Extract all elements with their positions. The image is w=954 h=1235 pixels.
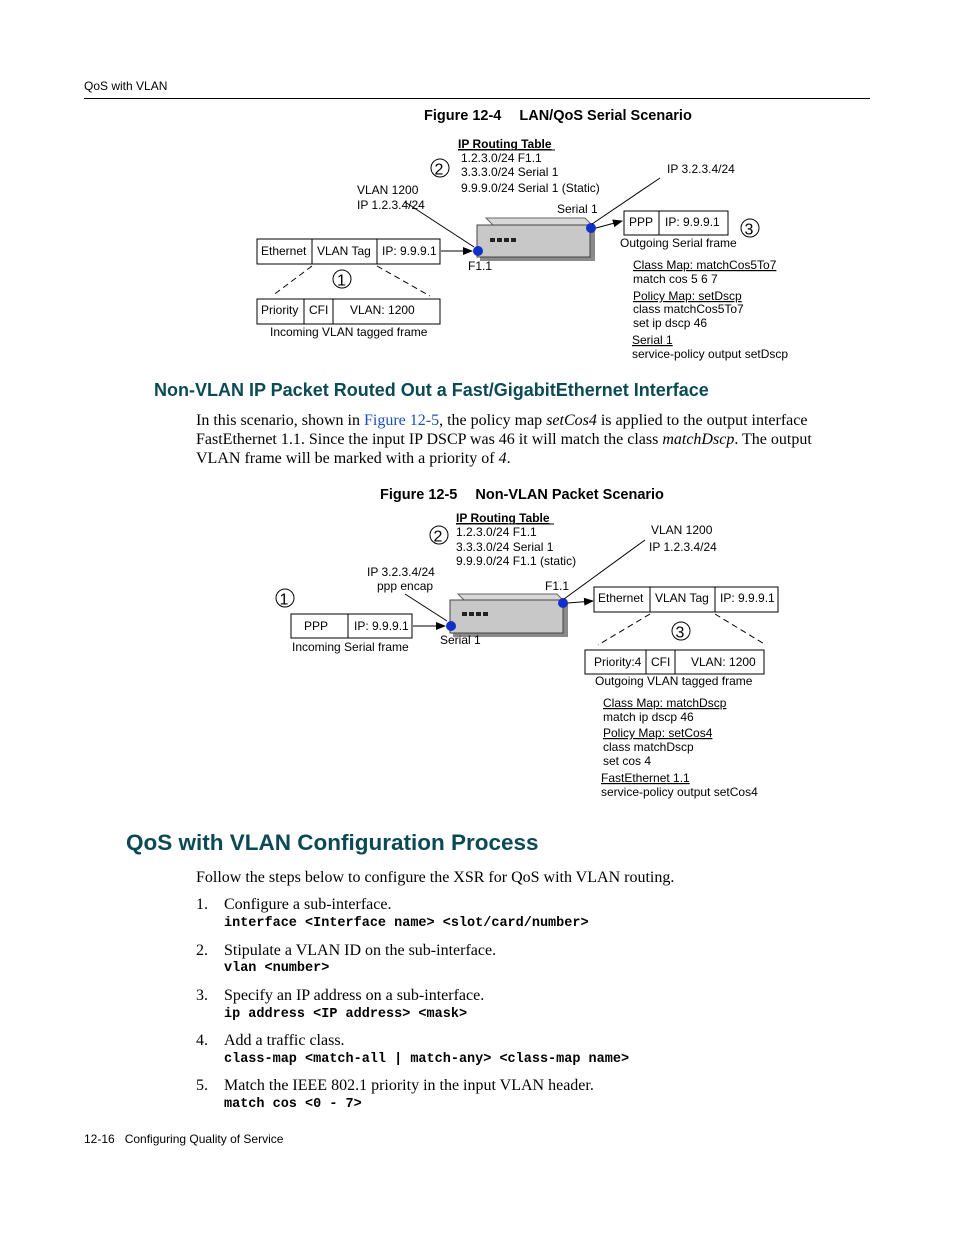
section-heading: Non-VLAN IP Packet Routed Out a Fast/GigabitEthernet Interface [154,380,709,400]
step-text: Add a traffic class. [224,1032,345,1049]
frame-caption: Incoming VLAN tagged frame [270,325,428,339]
running-header: QoS with VLAN [84,79,168,93]
page-footer [84,1132,283,1146]
port-dot-icon [558,598,568,608]
tag-cell: Priority [261,303,299,317]
figure-title: LAN/QoS Serial Scenario [519,108,692,124]
frame-cell: PPP [304,619,329,633]
f-port-label: F1.1 [468,259,493,273]
class-map-line: match ip dscp 46 [603,710,694,724]
step-text: Stipulate a VLAN ID on the sub-interface. [224,942,497,959]
remote-ip-label: IP 3.2.3.4/24 [667,162,735,176]
interface-title: FastEthernet 1.1 [601,771,690,785]
section-heading: QoS with VLAN Configuration Process [126,830,539,855]
text-run: . [506,450,511,467]
footer-title: Configuring Quality of Service [124,1132,284,1146]
class-map-title: Class Map: matchDscp [603,696,727,710]
marker-label: 3 [744,221,754,239]
step-command: vlan <number> [224,961,330,976]
figure-link[interactable]: Figure 12-5 [363,412,440,429]
step-command: match cos <0 - 7> [224,1097,362,1112]
step-text: Match the IEEE 802.1 priority in the input VLAN header. [224,1077,594,1094]
frame-caption: Outgoing Serial frame [620,236,737,250]
routing-row: 3.3.3.0/24 Serial 1 [456,540,554,554]
ip-label: IP 1.2.3.4/24 [649,540,717,554]
emphasis: setCos4 [546,412,597,429]
frame-cell: IP: 9.9.9.1 [354,619,409,633]
tag-cell: VLAN: 1200 [350,303,415,317]
router-icon [450,594,568,637]
frame-cell: VLAN Tag [655,591,709,605]
step-number: 5. [196,1077,208,1094]
routing-table-title: IP Routing Table [456,511,550,525]
emphasis: 4 [498,450,507,467]
vlan-tag-detail [585,650,764,674]
figure-number: Figure 12-4 [424,108,502,124]
policy-map-line: set cos 4 [603,754,652,768]
frame-cell: Ethernet [261,244,307,258]
remote-encap-label: ppp encap [377,579,434,593]
incoming-frame [291,614,412,638]
text-run: is applied to the output interface FastEthernet 1.1. Since the input IP DSCP was 46 it will match the class [196,412,808,448]
intro-paragraph: Follow the steps below to configure the XSR for QoS with VLAN routing. [196,869,675,886]
step-command: ip address <IP address> <mask> [224,1007,468,1022]
interface-title: Serial 1 [632,333,673,347]
ip-label: IP 1.2.3.4/24 [357,198,425,212]
frame-cell: IP: 9.9.9.1 [665,215,720,229]
figure-number: Figure 12-5 [380,487,458,503]
tag-cell: VLAN: 1200 [691,655,756,669]
marker-label: 1 [337,272,346,290]
interface-line: service-policy output setCos4 [601,785,758,799]
tag-cell: CFI [309,303,329,317]
port-dot-icon [446,621,456,631]
text-run: . The output VLAN frame will be marked with a priority of [196,431,812,467]
routing-row: 1.2.3.0/24 F1.1 [456,525,537,539]
emphasis: matchDscp [662,431,735,448]
policy-map-line: class matchCos5To7 [633,302,744,316]
frame-caption: Outgoing VLAN tagged frame [595,674,753,688]
step-number: 3. [196,987,208,1004]
marker-label: 2 [434,161,444,179]
marker-label: 1 [279,591,289,609]
serial-port-label: Serial 1 [557,202,598,216]
vlan-label: VLAN 1200 [357,183,419,197]
marker-label: 2 [433,528,443,546]
frame-cell: IP: 9.9.9.1 [720,591,775,605]
policy-map-line: set ip dscp 46 [633,316,708,330]
tag-cell: Priority:4 [594,655,642,669]
policy-map-title: Policy Map: setDscp [633,289,742,303]
interface-line: service-policy output setDscp [632,347,789,361]
text-run: In this scenario, shown in [196,412,364,429]
frame-cell: Ethernet [598,591,644,605]
remote-ip-label: IP 3.2.3.4/24 [367,565,435,579]
step-number: 2. [196,942,208,959]
expansion-line [598,614,650,645]
frame-cell: PPP [629,215,654,229]
policy-map-title: Policy Map: setCos4 [603,726,713,740]
routing-row: 9.9.9.0/24 F1.1 (static) [456,554,577,568]
marker-label: 3 [675,624,685,642]
step-number: 4. [196,1032,208,1049]
step-text: Specify an IP address on a sub-interface. [224,987,485,1004]
frame-cell: IP: 9.9.9.1 [382,244,437,258]
class-map-line: match cos 5 6 7 [633,272,718,286]
frame-caption: Incoming Serial frame [292,640,409,654]
outgoing-frame [594,587,778,612]
text-run: , the policy map [439,412,547,429]
page-number: 12-16 [84,1132,115,1146]
class-map-title: Class Map: matchCos5To7 [633,258,777,272]
step-command: class-map <match-all | match-any> <class-map name> [224,1052,630,1067]
serial-port-label: Serial 1 [440,633,481,647]
policy-map-line: class matchDscp [603,740,694,754]
frame-cell: VLAN Tag [317,244,371,258]
expansion-line [715,614,766,645]
step-number: 1. [196,896,208,913]
step-command: interface <Interface name> <slot/card/number> [224,916,589,931]
vlan-label: VLAN 1200 [651,523,713,537]
outgoing-arrow [568,601,593,603]
routing-row: 9.9.9.0/24 Serial 1 (Static) [461,181,600,195]
routing-row: 3.3.3.0/24 Serial 1 [461,165,559,179]
step-text: Configure a sub-interface. [224,896,392,913]
tag-cell: CFI [651,655,671,669]
figure-title: Non-VLAN Packet Scenario [475,487,664,503]
routing-table-title: IP Routing Table [458,137,552,151]
f-port-label: F1.1 [545,579,570,593]
routing-row: 1.2.3.0/24 F1.1 [461,151,542,165]
